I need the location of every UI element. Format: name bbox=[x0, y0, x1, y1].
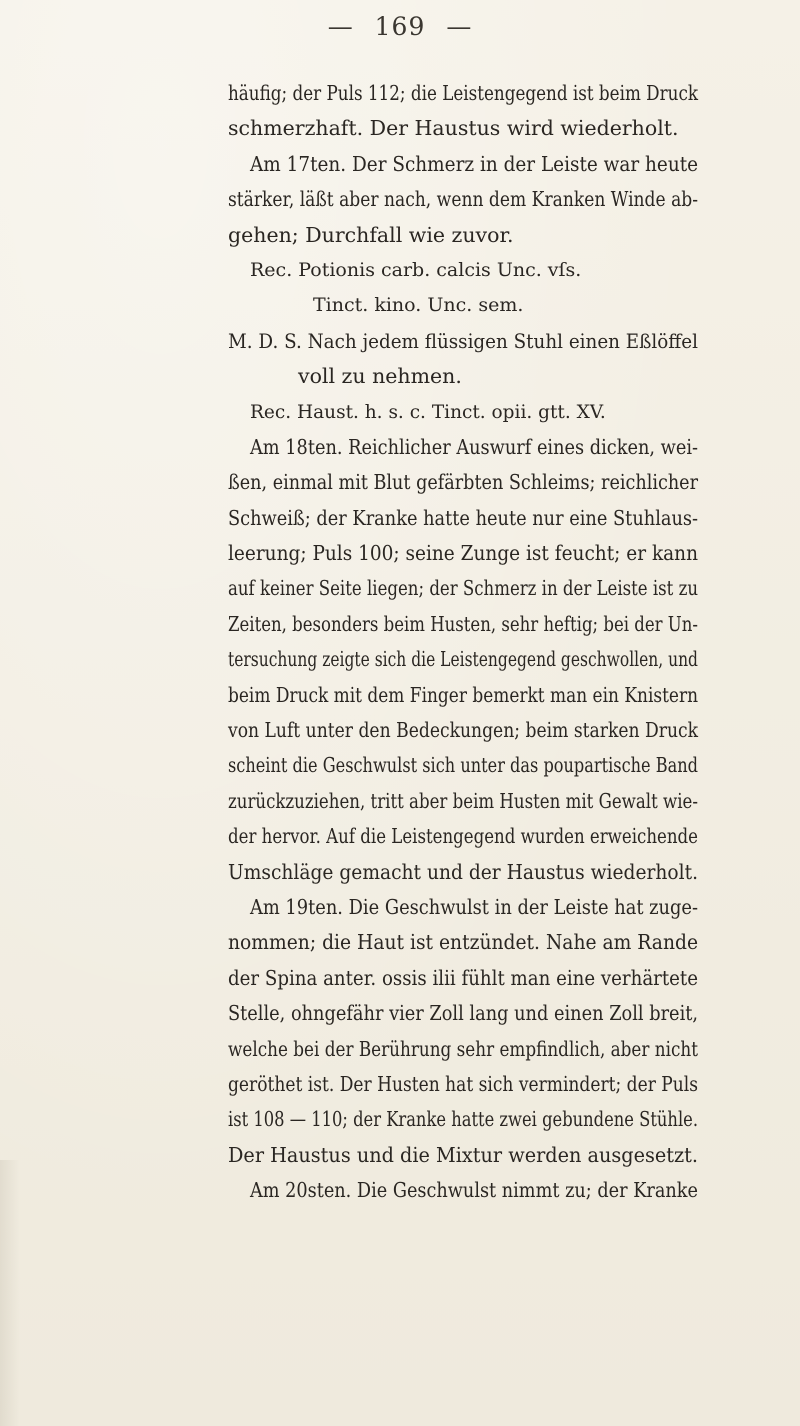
text-line: Am 20sten. Die Geschwulst nimmt zu; der Kranke bbox=[250, 1178, 698, 1203]
text-line: der Spina anter. ossis ilii fühlt man eine verhärtete bbox=[228, 965, 698, 990]
text-line: Am 17ten. Der Schmerz in der Leiste war heute bbox=[250, 151, 699, 176]
text-line: Umschläge gemacht und der Haustus wiederholt. bbox=[228, 859, 699, 884]
text-line: auf keiner Seite liegen; der Schmerz in der Leiste ist zu bbox=[228, 576, 699, 601]
text-line: welche bei der Berührung sehr empfindlich, aber nicht bbox=[228, 1036, 698, 1061]
text-line: Am 18ten. Reichlicher Auswurf eines dicken, wei- bbox=[250, 434, 699, 459]
prescription-line: Tinct. kino. Unc. sem. bbox=[313, 294, 524, 317]
text-line: nommen; die Haut ist entzündet. Nahe am Rande bbox=[228, 930, 699, 955]
text-line: beim Druck mit dem Finger bemerkt man ein Knistern bbox=[228, 682, 699, 707]
text-line: von Luft unter den Bedeckungen; beim starken Druck bbox=[228, 718, 699, 743]
prescription-line: Rec. Haust. h. s. c. Tinct. opii. gtt. XV. bbox=[250, 401, 606, 423]
page-header bbox=[0, 12, 800, 41]
text-line: zurückzuziehen, tritt aber beim Husten mit Gewalt wie- bbox=[228, 788, 698, 813]
text-line: Der Haustus und die Mixtur werden ausgesetzt. bbox=[228, 1142, 698, 1167]
text-line: ßen, einmal mit Blut gefärbten Schleims; reichlicher bbox=[228, 470, 699, 495]
text-line: häufig; der Puls 112; die Leistengegend ist beim Druck bbox=[228, 81, 699, 105]
text-line: stärker, läßt aber nach, wenn dem Kranken Winde ab- bbox=[228, 187, 699, 212]
page-number: 169 bbox=[374, 12, 426, 41]
text-line: gehen; Durchfall wie zuvor. bbox=[228, 222, 514, 247]
text-line: leerung; Puls 100; seine Zunge ist feucht; er kann bbox=[228, 541, 699, 566]
prescription-line: Rec. Potionis carb. calcis Unc. vſs. bbox=[250, 258, 582, 281]
text-line: Am 19ten. Die Geschwulst in der Leiste hat zuge- bbox=[250, 894, 699, 919]
prescription-instruction: M. D. S. Nach jedem flüssigen Stuhl einen Eßlöffel bbox=[228, 328, 699, 353]
text-line: ist 108 — 110; der Kranke hatte zwei gebundene Stühle. bbox=[228, 1107, 699, 1132]
header-dash-left: — bbox=[327, 12, 354, 41]
text-line: Stelle, ohngefähr vier Zoll lang und einen Zoll breit, bbox=[228, 1001, 699, 1026]
text-line: scheint die Geschwulst sich unter das poupartische Band bbox=[228, 753, 699, 778]
prescription-instruction: voll zu nehmen. bbox=[298, 364, 462, 389]
text-line: schmerzhaft. Der Haustus wird wiederholt. bbox=[228, 116, 679, 141]
text-line: tersuchung zeigte sich die Leistengegend geschwollen, und bbox=[228, 647, 698, 672]
text-line: der hervor. Auf die Leistengegend wurden erweichende bbox=[228, 824, 698, 849]
text-line: Schweiß; der Kranke hatte heute nur eine Stuhlaus- bbox=[228, 505, 699, 530]
body-text bbox=[228, 76, 698, 1209]
text-line: Zeiten, besonders beim Husten, sehr heftig; bei der Un- bbox=[228, 611, 698, 636]
page-edge-shadow bbox=[0, 1160, 20, 1426]
text-line: geröthet ist. Der Husten hat sich vermindert; der Puls bbox=[228, 1071, 699, 1096]
header-dash-right: — bbox=[446, 12, 473, 41]
